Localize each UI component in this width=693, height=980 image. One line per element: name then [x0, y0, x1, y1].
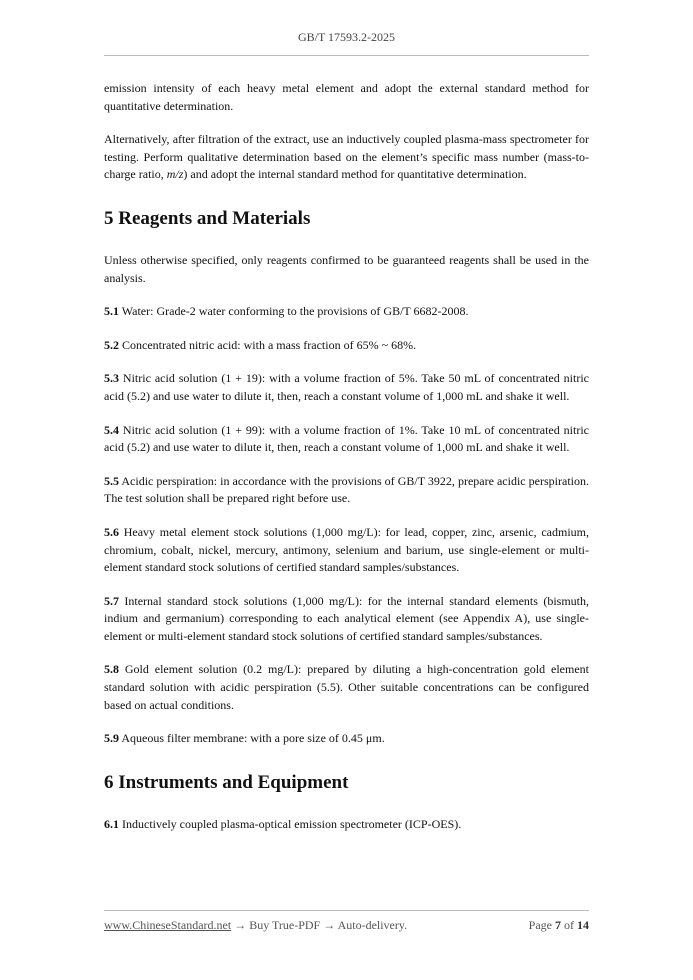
clause-number: 5.3 [104, 371, 119, 386]
clause-number: 5.1 [104, 304, 119, 319]
clause-5-3: 5.3 Nitric acid solution (1 + 19): with a volume fraction of 5%. Take 50 mL of concentrated nitric acid (5.2) and use water to dilute it, then, reach a constant volume of 1,000 mL and shake it well. [104, 371, 589, 403]
total-pages: 14 [577, 918, 589, 932]
mz-italic: m/z [166, 167, 184, 182]
page-number: Page 7 of 14 [528, 918, 589, 932]
clause-5-2: 5.2 Concentrated nitric acid: with a mass fraction of 65% ~ 68%. [104, 337, 417, 352]
website-link[interactable]: www.ChineseStandard.net [104, 918, 232, 932]
clause-5-1: 5.1 Water: Grade-2 water conforming to the provisions of GB/T 6682-2008. [104, 304, 469, 319]
clause-5-9: 5.9 Aqueous filter membrane: with a pore size of 0.45 μm. [104, 731, 385, 746]
clause-number: 5.4 [104, 422, 119, 437]
clause-5-4: 5.4 Nitric acid solution (1 + 99): with a volume fraction of 1%. Take 10 mL of concentrated nitric acid (5.2) and use water to dilute it, then, reach a constant volume of 1,000 mL and shake it well. [104, 422, 589, 455]
clause-number: 5.9 [104, 731, 119, 746]
clause-5-8: 5.8 Gold element solution (0.2 mg/L): prepared by diluting a high-concentration gold element standard solution with acidic perspiration (5.5). Other suitable concentrations can be configured based on actual conditions. [104, 662, 589, 712]
clause-number: 6.1 [104, 816, 119, 831]
page-footer [104, 918, 589, 933]
page-body [104, 80, 589, 849]
clause-number: 5.2 [104, 337, 119, 352]
clause-6-1: 6.1 Inductively coupled plasma-optical emission spectrometer (ICP-OES). [104, 816, 462, 831]
intro-paragraph-1: emission intensity of each heavy metal element and adopt the external standard method for quantitative determination. [104, 81, 589, 113]
clause-5-7: 5.7 Internal standard stock solutions (1,000 mg/L): for the internal standard elements (bismuth, indium and germanium) corresponding to each analytical element (see Appendix A), use single-element or multi-element standard stock solutions of certified standard samples/substances. [104, 593, 589, 643]
clause-number: 5.6 [104, 524, 119, 539]
document-id: GB/T 17593.2-2025 [297, 30, 396, 44]
footer-promo: www.ChineseStandard.net → Buy True-PDF → Auto-delivery. [104, 918, 408, 932]
clause-number: 5.7 [104, 593, 119, 608]
footer-divider [104, 910, 589, 911]
clause-5-5: 5.5 Acidic perspiration: in accordance with the provisions of GB/T 3922, prepare acidic perspiration. The test solution shall be prepared right before use. [104, 473, 589, 506]
header-divider [104, 55, 589, 56]
clause-number: 5.8 [104, 662, 119, 677]
clause-5-6: 5.6 Heavy metal element stock solutions (1,000 mg/L): for lead, copper, zinc, arsenic, cadmium, chromium, cobalt, nickel, mercury, antimony, selenium and barium, use single-element or multi-element standard stock solutions of certified standard samples/substances. [104, 524, 589, 575]
current-page: 7 [555, 918, 561, 932]
running-header [104, 30, 589, 45]
section-6-heading: 6 Instruments and Equipment [104, 771, 349, 793]
section-5-intro: Unless otherwise specified, only reagents confirmed to be guaranteed reagents shall be used in the analysis. [104, 252, 589, 285]
section-5-heading: 5 Reagents and Materials [104, 207, 311, 229]
intro-paragraph-2: Alternatively, after filtration of the extract, use an inductively coupled plasma-mass spectrometer for testing. Perform qualitative determination based on the element’s specific mass number (mass-to-charge ratio, m/z) and adopt the internal standard method for quantitative determination. [104, 132, 589, 182]
clause-number: 5.5 [104, 473, 119, 488]
